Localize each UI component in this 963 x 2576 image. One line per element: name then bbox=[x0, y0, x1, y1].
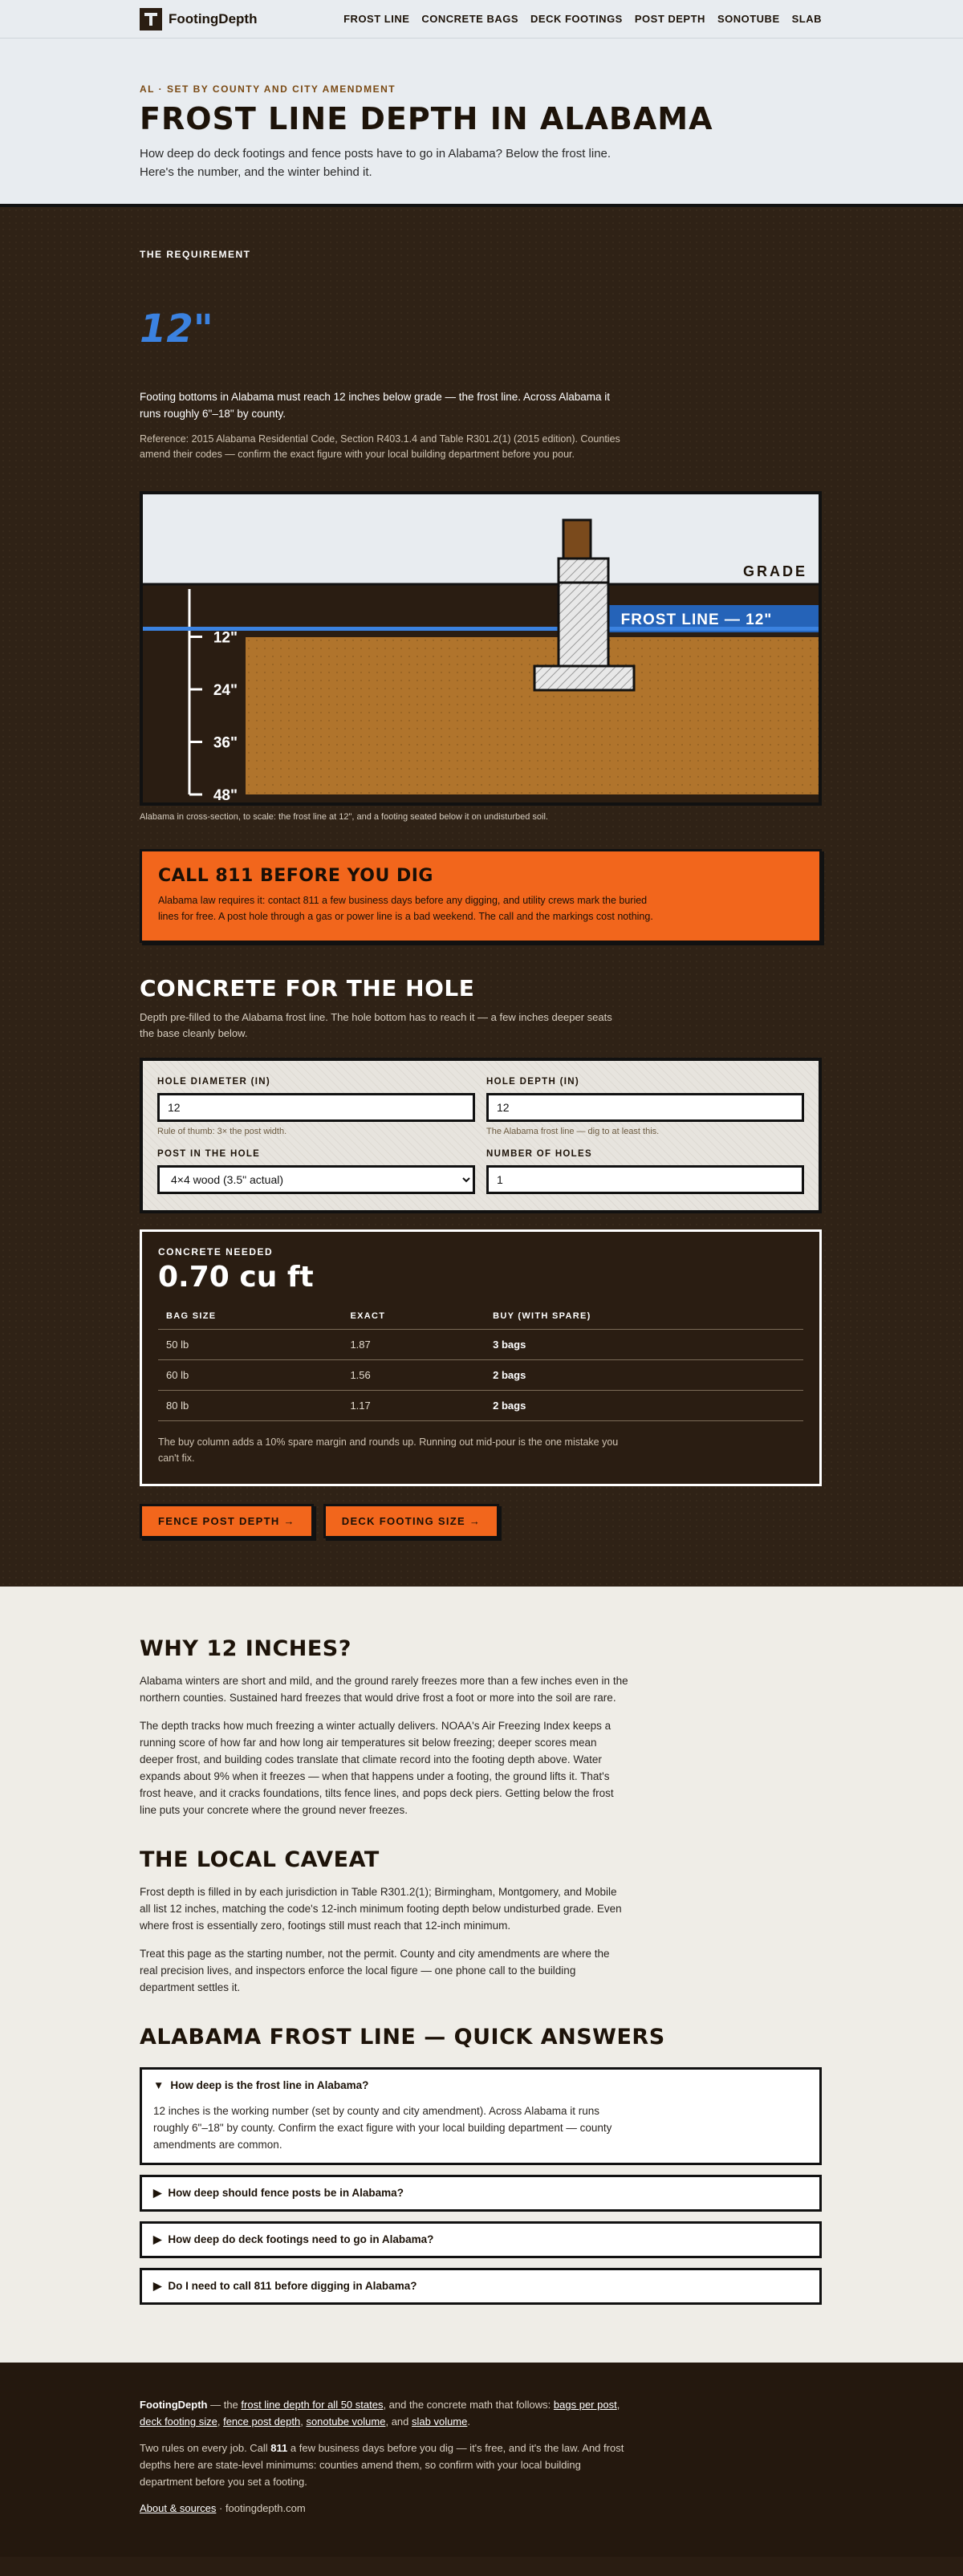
footer-link-deck[interactable]: deck footing size bbox=[140, 2416, 217, 2428]
sky bbox=[143, 494, 819, 584]
triangle-right-icon: ▶ bbox=[153, 2233, 162, 2245]
depth-hint: The Alabama frost line — dig to at least this. bbox=[486, 1127, 660, 1136]
top-nav bbox=[0, 0, 963, 39]
faq-question: Do I need to call 811 before digging in Alabama? bbox=[168, 2280, 417, 2292]
alert-text: Alabama law requires it: contact 811 a few business days before any digging, and utility crews mark the buried lines for free. A post hole through a gas or power line is a bad weekend. The call and the markings cost nothing. bbox=[158, 895, 653, 922]
diameter-hint: Rule of thumb: 3× the post width. bbox=[157, 1127, 287, 1136]
col-buy: BUY (WITH SPARE) bbox=[485, 1303, 803, 1330]
footer-domain: · footingdepth.com bbox=[216, 2502, 306, 2514]
faq-item[interactable] bbox=[140, 2268, 822, 2305]
nav-link-frost-line[interactable]: FROST LINE bbox=[343, 13, 410, 25]
depth-field bbox=[486, 1077, 804, 1136]
nav-link-slab[interactable]: SLAB bbox=[791, 13, 822, 25]
why-p2: The depth tracks how much freezing a winter actually delivers. NOAA's Air Freezing Index keeps a running score of how far and how long air temperatures sit below freezing; deeper scores mean deeper frost, and building codes translate that climate record into the footing depth above. Water expands about 9% when it freezes — when that happens under a footing, the ground lifts it. That's frost heave, and it cracks foundations, tilts fence lines, and pops deck piers. Getting below the frost line puts your concrete where the ground never freezes. bbox=[140, 1720, 614, 1816]
depth-tick-label: 24" bbox=[213, 682, 238, 699]
hero-eyebrow: AL · SET BY COUNTY AND CITY AMENDMENT bbox=[140, 83, 396, 95]
grade-label: GRADE bbox=[742, 563, 807, 579]
footer-link-fence[interactable]: fence post depth bbox=[223, 2416, 301, 2428]
footing-base bbox=[534, 666, 634, 690]
footer-link-states[interactable]: frost line depth for all 50 states bbox=[241, 2399, 384, 2411]
caveat-p1: Frost depth is filled in by each jurisdiction in Table R301.2(1); Birmingham, Montgomery, and Mobile all list 12 inches, matching the code's 12-inch minimum footing depth below undisturbed grade. Even where frost is essentially zero, footings still must reach that 12-inch minimum. bbox=[140, 1886, 622, 1932]
faq-item[interactable] bbox=[140, 2221, 822, 2258]
brand[interactable] bbox=[140, 8, 257, 30]
concrete-title: CONCRETE FOR THE HOLE bbox=[140, 975, 475, 1002]
post-field bbox=[157, 1149, 475, 1194]
depth-tick-label: 36" bbox=[213, 734, 238, 752]
why-title: WHY 12 INCHES? bbox=[140, 1636, 351, 1661]
about-sources-link[interactable]: About & sources bbox=[140, 2502, 217, 2514]
holes-field bbox=[486, 1149, 804, 1194]
caveat-p2: Treat this page as the starting number, not the permit. County and city amendments are where the real precision lives, and inspectors enforce the local figure — one phone call to the building department settles it. bbox=[140, 1948, 610, 1993]
faq-question: How deep should fence posts be in Alabama? bbox=[168, 2187, 404, 2199]
col-exact: EXACT bbox=[342, 1303, 485, 1330]
diameter-field bbox=[157, 1077, 475, 1136]
deck-footing-size-button[interactable]: DECK FOOTING SIZE → bbox=[323, 1504, 499, 1538]
frost-label: FROST LINE — 12" bbox=[620, 611, 773, 628]
table-row bbox=[158, 1360, 803, 1391]
requirement-section bbox=[0, 207, 963, 1587]
bag-size: 80 lb bbox=[158, 1391, 342, 1421]
result-label: CONCRETE NEEDED bbox=[158, 1246, 274, 1258]
exact: 1.56 bbox=[342, 1360, 485, 1391]
faq-item[interactable] bbox=[140, 2175, 822, 2212]
alert-title: CALL 811 BEFORE YOU DIG bbox=[158, 866, 433, 886]
faq-item[interactable] bbox=[140, 2067, 822, 2165]
result-note: The buy column adds a 10% spare margin and rounds up. Running out mid-pour is the one mistake you can't fix. bbox=[158, 1436, 619, 1464]
footer bbox=[0, 2363, 963, 2557]
concrete-sub: Depth pre-filled to the Alabama frost line. The hole bottom has to reach it — a few inches deeper seats the base cleanly below. bbox=[140, 1011, 612, 1039]
result-value: 0.70 cu ft bbox=[158, 1261, 314, 1294]
table-row bbox=[158, 1391, 803, 1421]
buy: 2 bags bbox=[485, 1391, 803, 1421]
footer-link-bags[interactable]: bags per post bbox=[553, 2399, 617, 2411]
footer-about: FootingDepth — the frost line depth for all 50 states, and the concrete math that follows: bags per post, deck footing size, fence post depth, sonotube volume, and slab volume. bbox=[140, 2399, 620, 2428]
bag-size: 60 lb bbox=[158, 1360, 342, 1391]
nav-link-post-depth[interactable]: POST DEPTH bbox=[634, 13, 705, 25]
footing-upper bbox=[559, 559, 608, 583]
faq-answer: 12 inches is the working number (set by county and city amendment). Across Alabama it runs roughly 6"–18" by county. Confirm the exact figure with your local building department — county amendments are common. bbox=[153, 2105, 612, 2151]
table-row bbox=[158, 1330, 803, 1360]
nav-link-deck-footings[interactable]: DECK FOOTINGS bbox=[530, 13, 623, 25]
hero-intro: How deep do deck footings and fence posts have to go in Alabama? Below the frost line. Here's the number, and the winter behind it. bbox=[140, 147, 612, 179]
faq-question: How deep is the frost line in Alabama? bbox=[170, 2079, 369, 2091]
diagram-caption: Alabama in cross-section, to scale: the frost line at 12", and a footing seated below it on undisturbed soil. bbox=[140, 812, 548, 822]
concrete-result bbox=[140, 1229, 822, 1486]
concrete-calculator bbox=[140, 1058, 822, 1213]
buy: 2 bags bbox=[485, 1360, 803, 1391]
triangle-right-icon: ▶ bbox=[153, 2187, 162, 2199]
call-811-alert bbox=[140, 849, 822, 943]
depth-input[interactable] bbox=[486, 1093, 804, 1122]
depth-tick-label: 48" bbox=[213, 787, 238, 802]
frost-diagram bbox=[140, 491, 822, 806]
brand-name: FootingDepth bbox=[169, 10, 258, 26]
holes-label: NUMBER OF HOLES bbox=[486, 1149, 592, 1159]
footer-rules: Two rules on every job. Call 811 a few business days before you dig — it's free, and it's the law. And frost depths here are state-level minimums: counties amend them, so confirm with your local building department before you set a footing. bbox=[140, 2442, 624, 2488]
requirement-depth: 12" bbox=[140, 307, 213, 351]
holes-input[interactable] bbox=[486, 1165, 804, 1194]
exact: 1.87 bbox=[342, 1330, 485, 1360]
col-bag-size: BAG SIZE bbox=[158, 1303, 342, 1330]
explainer-section bbox=[0, 1587, 963, 2363]
triangle-right-icon: ▶ bbox=[153, 2280, 162, 2292]
hero bbox=[0, 39, 963, 207]
frost-diagram-svg bbox=[143, 494, 819, 802]
faq-title: ALABAMA FROST LINE — QUICK ANSWERS bbox=[140, 2025, 665, 2050]
nav-links bbox=[343, 13, 822, 25]
footer-brand: FootingDepth bbox=[140, 2399, 208, 2411]
page-title: FROST LINE DEPTH IN ALABAMA bbox=[140, 101, 713, 136]
diameter-input[interactable] bbox=[157, 1093, 475, 1122]
depth-label: HOLE DEPTH (IN) bbox=[486, 1077, 579, 1087]
diameter-label: HOLE DIAMETER (IN) bbox=[157, 1077, 270, 1087]
post-select[interactable] bbox=[157, 1165, 475, 1194]
post bbox=[563, 520, 591, 559]
faq-question: How deep do deck footings need to go in Alabama? bbox=[168, 2233, 434, 2245]
buy: 3 bags bbox=[485, 1330, 803, 1360]
requirement-label: THE REQUIREMENT bbox=[140, 249, 251, 260]
post-label: POST IN THE HOLE bbox=[157, 1149, 261, 1159]
caveat-title: THE LOCAL CAVEAT bbox=[140, 1847, 380, 1872]
why-p1: Alabama winters are short and mild, and the ground rarely freezes more than a few inches even in the northern counties. Sustained hard freezes that would drive frost a foot or more into the soil are rare. bbox=[140, 1675, 628, 1704]
nav-link-concrete-bags[interactable]: CONCRETE BAGS bbox=[421, 13, 519, 25]
triangle-down-icon: ▼ bbox=[153, 2079, 165, 2091]
related-links bbox=[140, 1504, 822, 1538]
footer-link-slab[interactable]: slab volume bbox=[412, 2416, 468, 2428]
footer-meta bbox=[140, 2500, 629, 2517]
fence-post-depth-button[interactable]: FENCE POST DEPTH → bbox=[140, 1504, 314, 1538]
requirement-reference: Reference: 2015 Alabama Residential Code, Section R403.1.4 and Table R301.2(1) (2015 edition). Counties amend their codes — confirm the exact figure with your local building department before you pour. bbox=[140, 433, 620, 460]
brand-logo-icon bbox=[140, 8, 162, 30]
bag-table bbox=[158, 1303, 803, 1421]
requirement-lead: Footing bottoms in Alabama must reach 12 inches below grade — the frost line. Across Alabama it runs roughly 6"–18" by county. bbox=[140, 391, 611, 420]
nav-link-sonotube[interactable]: SONOTUBE bbox=[717, 13, 780, 25]
depth-tick-label: 12" bbox=[213, 629, 238, 647]
footing-column bbox=[559, 583, 608, 666]
faq-list bbox=[140, 2067, 822, 2305]
exact: 1.17 bbox=[342, 1391, 485, 1421]
bag-size: 50 lb bbox=[158, 1330, 342, 1360]
footer-link-sonotube[interactable]: sonotube volume bbox=[306, 2416, 386, 2428]
